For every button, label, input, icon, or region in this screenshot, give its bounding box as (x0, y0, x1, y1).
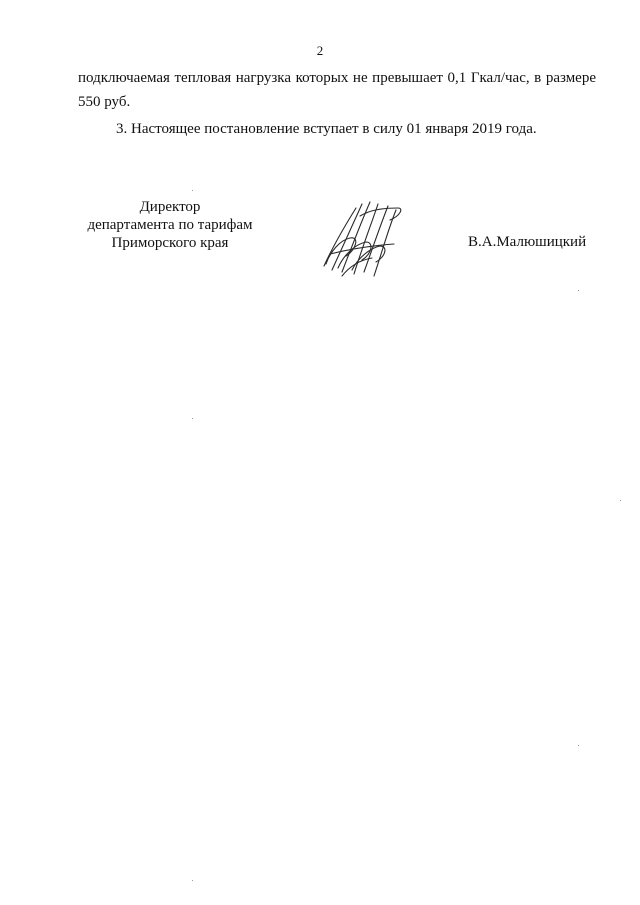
body-text-line-2: 550 руб. (78, 94, 131, 110)
scan-speck (578, 745, 579, 746)
page-number: 2 (316, 43, 324, 58)
scan-speck (192, 190, 193, 191)
scan-speck (192, 418, 193, 419)
signatory-title-line-2: департамента по тарифам (87, 217, 253, 233)
handwritten-signature-icon (316, 196, 408, 282)
body-text-line-1: подключаемая тепловая нагрузка которых не превышает 0,1 Гкал/час, в размере (78, 70, 596, 86)
scan-speck (192, 880, 193, 881)
body-text-line-3: 3. Настоящее постановление вступает в силу 01 января 2019 года. (116, 121, 537, 137)
scan-speck (620, 500, 621, 501)
scan-speck (578, 290, 579, 291)
signatory-title-line-1: Директор (139, 199, 201, 215)
signatory-title (50, 198, 290, 252)
signer-name: В.А.Малюшицкий (468, 234, 587, 250)
signatory-title-line-3: Приморского края (111, 235, 229, 251)
